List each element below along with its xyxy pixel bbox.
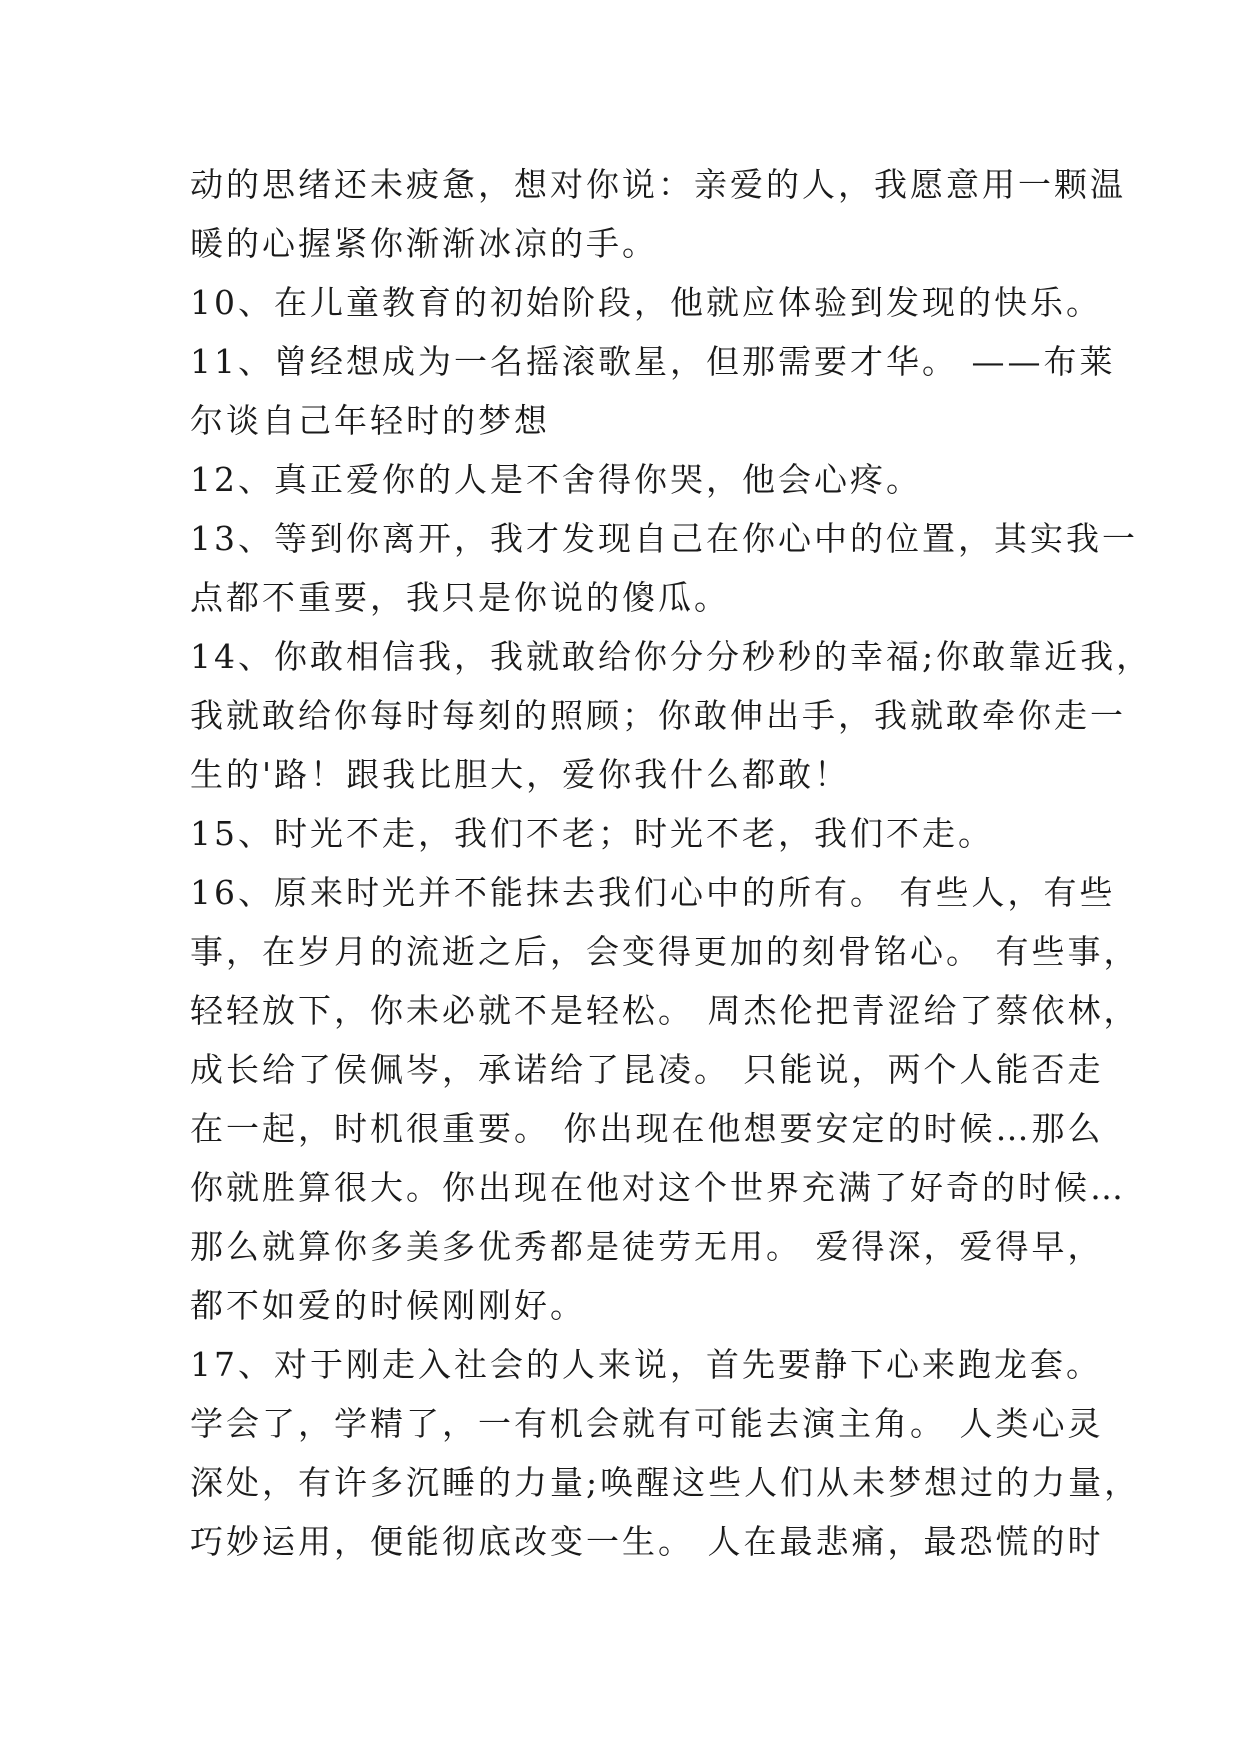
text-line: 13、等到你离开，我才发现自己在你心中的位置，其实我一 [190,519,1138,558]
text-line: 10、在儿童教育的初始阶段，他就应体验到发现的快乐。 [190,283,1102,322]
text-line: 动的思绪还未疲惫，想对你说：亲爱的人，我愿意用一颗温 [190,165,1126,204]
text-line: 成长给了侯佩岑，承诺给了昆凌。 只能说，两个人能否走 [190,1050,1104,1089]
text-line: 17、对于刚走入社会的人来说，首先要静下心来跑龙套。 [190,1345,1102,1384]
text-line: 15、时光不走，我们不老；时光不老，我们不走。 [190,814,994,853]
text-line: 在一起，时机很重要。 你出现在他想要安定的时候…那么 [190,1109,1104,1148]
text-line: 尔谈自己年轻时的梦想 [190,401,550,440]
text-line: 你就胜算很大。你出现在他对这个世界充满了好奇的时候… [190,1168,1126,1207]
text-line: 轻轻放下，你未必就不是轻松。 周杰伦把青涩给了蔡依林， [190,991,1140,1030]
text-line: 点都不重要，我只是你说的傻瓜。 [190,578,730,617]
text-line: 事，在岁月的流逝之后，会变得更加的刻骨铭心。 有些事， [190,932,1140,971]
text-line: 16、原来时光并不能抹去我们心中的所有。 有些人，有些 [190,873,1116,912]
text-line: 深处，有许多沉睡的力量;唤醒这些人们从未梦想过的力量， [190,1463,1141,1502]
text-line: 都不如爱的时候刚刚好。 [190,1286,586,1325]
text-line: 14、你敢相信我，我就敢给你分分秒秒的幸福;你敢靠近我， [190,637,1153,676]
text-line: 我就敢给你每时每刻的照顾；你敢伸出手，我就敢牵你走一 [190,696,1126,735]
text-line: 那么就算你多美多优秀都是徒劳无用。 爱得深，爱得早， [190,1227,1104,1266]
text-line: 生的'路！跟我比胆大，爱你我什么都敢！ [190,755,851,794]
text-line: 学会了，学精了，一有机会就有可能去演主角。 人类心灵 [190,1404,1104,1443]
text-line: 暖的心握紧你渐渐冰凉的手。 [190,224,658,263]
text-line: 12、真正爱你的人是不舍得你哭，他会心疼。 [190,460,922,499]
document-body [190,155,1153,1571]
text-line: 11、曾经想成为一名摇滚歌星，但那需要才华。 ——布莱 [190,342,1116,381]
text-line: 巧妙运用，便能彻底改变一生。 人在最悲痛，最恐慌的时 [190,1522,1104,1561]
